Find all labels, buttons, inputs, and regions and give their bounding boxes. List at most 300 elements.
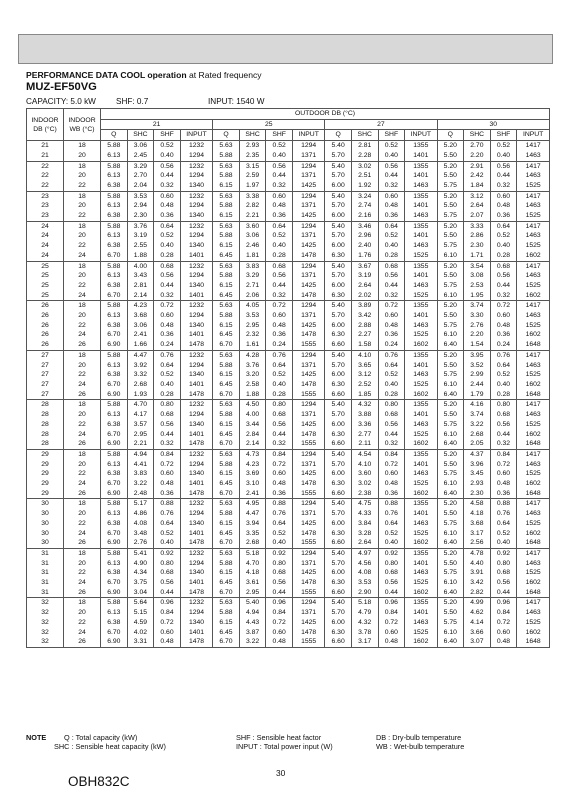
outdoor-temp-header: 21 bbox=[101, 119, 213, 130]
table-cell: 1294 bbox=[292, 400, 324, 410]
table-cell: 28 bbox=[27, 420, 64, 430]
table-cell: 28 bbox=[27, 430, 64, 440]
table-cell: 0.88 bbox=[154, 499, 181, 509]
table-cell: 1648 bbox=[517, 439, 550, 449]
table-cell: 5.88 bbox=[101, 400, 128, 410]
table-cell: 5.20 bbox=[437, 350, 464, 360]
table-cell: 1648 bbox=[517, 489, 550, 499]
table-row bbox=[27, 361, 550, 371]
table-cell: 24 bbox=[64, 291, 101, 301]
table-cell: 6.13 bbox=[101, 311, 128, 321]
table-row bbox=[27, 469, 550, 479]
table-cell: 0.96 bbox=[490, 598, 517, 608]
table-cell: 30 bbox=[27, 509, 64, 519]
table-cell: 4.23 bbox=[239, 460, 266, 470]
table-cell: 1294 bbox=[292, 548, 324, 558]
table-cell: 0.64 bbox=[266, 519, 293, 529]
note-shf: SHF : Sensible heat factor bbox=[236, 733, 322, 742]
section-title-main: PERFORMANCE DATA COOL operation bbox=[26, 70, 187, 80]
table-cell: 2.95 bbox=[239, 321, 266, 331]
table-cell: 24 bbox=[27, 251, 64, 261]
table-cell: 1478 bbox=[292, 529, 324, 539]
table-cell: 0.40 bbox=[266, 241, 293, 251]
table-cell: 22 bbox=[27, 171, 64, 181]
table-cell: 6.38 bbox=[101, 181, 128, 191]
table-cell: 0.36 bbox=[154, 211, 181, 221]
table-cell: 5.40 bbox=[325, 141, 352, 151]
table-cell: 6.15 bbox=[213, 241, 240, 251]
document-code: OBH832C bbox=[68, 774, 130, 789]
table-cell: 3.92 bbox=[127, 361, 154, 371]
table-cell: 5.88 bbox=[213, 201, 240, 211]
table-cell: 2.48 bbox=[127, 489, 154, 499]
table-row bbox=[27, 211, 550, 221]
table-cell: 6.10 bbox=[437, 330, 464, 340]
table-cell: 1401 bbox=[405, 608, 437, 618]
table-cell: 1.95 bbox=[464, 291, 491, 301]
table-cell: 2.20 bbox=[464, 151, 491, 161]
table-cell: 6.10 bbox=[437, 251, 464, 261]
table-cell: 4.79 bbox=[351, 608, 378, 618]
table-row bbox=[27, 281, 550, 291]
table-row bbox=[27, 370, 550, 380]
table-cell: 1294 bbox=[292, 191, 324, 201]
table-cell: 1602 bbox=[405, 538, 437, 548]
table-row bbox=[27, 330, 550, 340]
table-cell: 0.92 bbox=[378, 548, 405, 558]
table-cell: 3.06 bbox=[127, 141, 154, 151]
table-cell: 6.10 bbox=[437, 380, 464, 390]
table-cell: 4.00 bbox=[239, 410, 266, 420]
table-row bbox=[27, 439, 550, 449]
table-cell: 5.88 bbox=[101, 350, 128, 360]
table-cell: 6.38 bbox=[101, 211, 128, 221]
table-cell: 1340 bbox=[180, 469, 212, 479]
table-cell: 32 bbox=[27, 598, 64, 608]
section-title bbox=[26, 70, 262, 80]
table-cell: 6.00 bbox=[325, 211, 352, 221]
table-cell: 1463 bbox=[405, 469, 437, 479]
table-cell: 5.70 bbox=[325, 608, 352, 618]
col-header-shc: SHC bbox=[239, 130, 266, 141]
table-cell: 4.54 bbox=[351, 449, 378, 459]
table-cell: 2.90 bbox=[351, 588, 378, 598]
table-row bbox=[27, 181, 550, 191]
table-cell: 6.00 bbox=[325, 281, 352, 291]
table-cell: 5.75 bbox=[437, 321, 464, 331]
table-cell: 22 bbox=[64, 370, 101, 380]
table-cell: 1602 bbox=[405, 588, 437, 598]
note-wb: WB : Wet-bulb temperature bbox=[376, 742, 465, 751]
table-cell: 1340 bbox=[180, 420, 212, 430]
table-cell: 1525 bbox=[517, 420, 550, 430]
table-cell: 2.35 bbox=[239, 151, 266, 161]
col-header-input: INPUT bbox=[517, 130, 550, 141]
table-row bbox=[27, 291, 550, 301]
table-cell: 5.40 bbox=[325, 191, 352, 201]
table-cell: 3.95 bbox=[464, 350, 491, 360]
table-cell: 5.40 bbox=[325, 400, 352, 410]
table-cell: 0.44 bbox=[490, 281, 517, 291]
table-cell: 1232 bbox=[180, 598, 212, 608]
table-cell: 0.64 bbox=[490, 361, 517, 371]
table-cell: 21 bbox=[27, 141, 64, 151]
table-cell: 0.36 bbox=[490, 211, 517, 221]
table-cell: 1232 bbox=[180, 301, 212, 311]
table-cell: 5.40 bbox=[325, 261, 352, 271]
table-cell: 3.22 bbox=[464, 420, 491, 430]
table-cell: 5.70 bbox=[325, 410, 352, 420]
table-cell: 1371 bbox=[292, 608, 324, 618]
table-cell: 2.16 bbox=[351, 211, 378, 221]
table-cell: 1478 bbox=[292, 251, 324, 261]
table-cell: 30 bbox=[27, 519, 64, 529]
table-cell: 2.70 bbox=[127, 171, 154, 181]
table-cell: 0.76 bbox=[378, 350, 405, 360]
table-row bbox=[27, 420, 550, 430]
table-cell: 1401 bbox=[405, 231, 437, 241]
table-cell: 22 bbox=[64, 241, 101, 251]
table-cell: 3.32 bbox=[127, 370, 154, 380]
table-cell: 1602 bbox=[517, 291, 550, 301]
table-cell: 1525 bbox=[517, 469, 550, 479]
col-header-shf: SHF bbox=[490, 130, 517, 141]
table-cell: 1232 bbox=[180, 221, 212, 231]
table-cell: 2.71 bbox=[239, 281, 266, 291]
table-cell: 0.40 bbox=[266, 380, 293, 390]
table-cell: 6.00 bbox=[325, 241, 352, 251]
table-cell: 0.44 bbox=[490, 588, 517, 598]
table-row bbox=[27, 479, 550, 489]
input-spec: INPUT: 1540 W bbox=[208, 97, 265, 106]
section-title-suffix: at Rated frequency bbox=[186, 70, 262, 80]
table-cell: 0.64 bbox=[378, 519, 405, 529]
table-cell: 1340 bbox=[180, 211, 212, 221]
table-cell: 6.90 bbox=[101, 588, 128, 598]
table-cell: 6.60 bbox=[325, 340, 352, 350]
table-cell: 0.40 bbox=[154, 538, 181, 548]
table-cell: 0.56 bbox=[378, 578, 405, 588]
table-cell: 2.28 bbox=[351, 151, 378, 161]
table-cell: 0.28 bbox=[490, 390, 517, 400]
table-cell: 1401 bbox=[405, 271, 437, 281]
table-cell: 0.96 bbox=[378, 598, 405, 608]
table-cell: 6.60 bbox=[325, 390, 352, 400]
table-cell: 0.48 bbox=[378, 479, 405, 489]
table-row bbox=[27, 568, 550, 578]
table-cell: 3.22 bbox=[127, 479, 154, 489]
table-row bbox=[27, 449, 550, 459]
table-cell: 1417 bbox=[517, 141, 550, 151]
table-cell: 18 bbox=[64, 499, 101, 509]
table-cell: 5.63 bbox=[213, 598, 240, 608]
table-cell: 5.63 bbox=[213, 191, 240, 201]
table-cell: 0.36 bbox=[378, 330, 405, 340]
table-cell: 1555 bbox=[292, 489, 324, 499]
table-cell: 1355 bbox=[405, 499, 437, 509]
table-cell: 6.00 bbox=[325, 519, 352, 529]
table-cell: 4.70 bbox=[127, 400, 154, 410]
table-cell: 1401 bbox=[180, 330, 212, 340]
table-cell: 6.15 bbox=[213, 568, 240, 578]
table-cell: 5.40 bbox=[239, 598, 266, 608]
table-cell: 1355 bbox=[405, 141, 437, 151]
table-cell: 6.70 bbox=[101, 578, 128, 588]
table-cell: 1525 bbox=[405, 291, 437, 301]
table-cell: 5.70 bbox=[325, 460, 352, 470]
table-cell: 32 bbox=[27, 628, 64, 638]
table-cell: 22 bbox=[64, 519, 101, 529]
table-cell: 2.76 bbox=[464, 321, 491, 331]
col-header-shc: SHC bbox=[127, 130, 154, 141]
table-cell: 3.46 bbox=[351, 221, 378, 231]
table-cell: 4.56 bbox=[351, 559, 378, 569]
table-cell: 6.10 bbox=[437, 529, 464, 539]
table-cell: 22 bbox=[64, 181, 101, 191]
table-cell: 1602 bbox=[405, 390, 437, 400]
table-cell: 1602 bbox=[517, 479, 550, 489]
table-cell: 0.32 bbox=[378, 291, 405, 301]
table-cell: 1.93 bbox=[127, 390, 154, 400]
table-cell: 6.00 bbox=[325, 181, 352, 191]
table-cell: 1401 bbox=[405, 361, 437, 371]
table-cell: 1232 bbox=[180, 449, 212, 459]
table-cell: 5.40 bbox=[325, 449, 352, 459]
table-cell: 29 bbox=[27, 469, 64, 479]
table-cell: 0.76 bbox=[378, 509, 405, 519]
table-cell: 2.55 bbox=[127, 241, 154, 251]
table-cell: 2.59 bbox=[239, 171, 266, 181]
table-cell: 0.28 bbox=[266, 390, 293, 400]
table-cell: 3.20 bbox=[239, 370, 266, 380]
table-cell: 1294 bbox=[292, 449, 324, 459]
table-cell: 2.95 bbox=[127, 430, 154, 440]
table-cell: 6.70 bbox=[101, 628, 128, 638]
table-cell: 3.74 bbox=[464, 410, 491, 420]
table-cell: 6.15 bbox=[213, 618, 240, 628]
table-cell: 0.68 bbox=[490, 568, 517, 578]
table-cell: 1.85 bbox=[351, 390, 378, 400]
table-cell: 0.44 bbox=[378, 430, 405, 440]
table-row bbox=[27, 637, 550, 647]
table-cell: 0.60 bbox=[378, 311, 405, 321]
table-cell: 0.44 bbox=[266, 171, 293, 181]
table-cell: 22 bbox=[64, 281, 101, 291]
table-cell: 6.30 bbox=[325, 380, 352, 390]
table-row bbox=[27, 608, 550, 618]
table-cell: 3.02 bbox=[351, 161, 378, 171]
table-cell: 3.54 bbox=[464, 261, 491, 271]
table-cell: 3.24 bbox=[351, 191, 378, 201]
table-cell: 24 bbox=[27, 231, 64, 241]
table-cell: 0.52 bbox=[490, 370, 517, 380]
table-cell: 0.56 bbox=[154, 271, 181, 281]
table-cell: 1371 bbox=[292, 201, 324, 211]
table-cell: 0.72 bbox=[378, 618, 405, 628]
table-cell: 1525 bbox=[517, 568, 550, 578]
table-cell: 1463 bbox=[517, 311, 550, 321]
table-cell: 6.13 bbox=[101, 559, 128, 569]
table-row bbox=[27, 548, 550, 558]
table-cell: 1294 bbox=[292, 221, 324, 231]
table-cell: 5.20 bbox=[437, 449, 464, 459]
table-cell: 1.97 bbox=[239, 181, 266, 191]
table-cell: 4.18 bbox=[464, 509, 491, 519]
table-cell: 1425 bbox=[292, 469, 324, 479]
col-header-shf: SHF bbox=[266, 130, 293, 141]
table-cell: 1478 bbox=[292, 291, 324, 301]
table-cell: 3.19 bbox=[127, 231, 154, 241]
table-cell: 1401 bbox=[405, 171, 437, 181]
table-cell: 3.48 bbox=[127, 529, 154, 539]
table-cell: 5.20 bbox=[437, 161, 464, 171]
table-cell: 0.80 bbox=[490, 400, 517, 410]
table-cell: 5.63 bbox=[213, 261, 240, 271]
table-cell: 3.19 bbox=[351, 271, 378, 281]
table-cell: 5.40 bbox=[325, 548, 352, 558]
table-cell: 1478 bbox=[292, 578, 324, 588]
table-cell: 0.84 bbox=[490, 449, 517, 459]
table-cell: 5.63 bbox=[213, 141, 240, 151]
col-header-q: Q bbox=[101, 130, 128, 141]
table-cell: 0.24 bbox=[266, 340, 293, 350]
table-cell: 5.75 bbox=[437, 519, 464, 529]
table-cell: 4.10 bbox=[351, 350, 378, 360]
table-cell: 6.38 bbox=[101, 618, 128, 628]
table-cell: 0.76 bbox=[490, 350, 517, 360]
table-cell: 0.68 bbox=[378, 568, 405, 578]
table-cell: 6.15 bbox=[213, 420, 240, 430]
table-cell: 1294 bbox=[180, 271, 212, 281]
table-cell: 1602 bbox=[517, 430, 550, 440]
table-cell: 0.28 bbox=[490, 251, 517, 261]
table-row bbox=[27, 261, 550, 271]
table-cell: 5.20 bbox=[437, 499, 464, 509]
table-cell: 6.70 bbox=[101, 251, 128, 261]
table-cell: 2.07 bbox=[464, 211, 491, 221]
table-cell: 3.15 bbox=[239, 161, 266, 171]
table-cell: 3.10 bbox=[239, 479, 266, 489]
table-row bbox=[27, 350, 550, 360]
table-cell: 1294 bbox=[292, 350, 324, 360]
table-cell: 20 bbox=[64, 171, 101, 181]
table-cell: 3.44 bbox=[239, 420, 266, 430]
table-cell: 5.75 bbox=[437, 618, 464, 628]
table-cell: 23 bbox=[27, 201, 64, 211]
table-cell: 1294 bbox=[180, 171, 212, 181]
table-cell: 0.48 bbox=[490, 321, 517, 331]
table-cell: 26 bbox=[64, 390, 101, 400]
table-cell: 2.30 bbox=[464, 241, 491, 251]
table-cell: 1.88 bbox=[127, 251, 154, 261]
table-cell: 0.60 bbox=[490, 191, 517, 201]
table-cell: 3.45 bbox=[464, 469, 491, 479]
table-cell: 1463 bbox=[405, 211, 437, 221]
table-cell: 0.52 bbox=[378, 529, 405, 539]
table-row bbox=[27, 598, 550, 608]
table-cell: 0.40 bbox=[490, 380, 517, 390]
table-cell: 0.36 bbox=[266, 489, 293, 499]
shf-spec: SHF: 0.7 bbox=[116, 97, 149, 106]
table-cell: 1294 bbox=[292, 261, 324, 271]
table-cell: 22 bbox=[64, 420, 101, 430]
table-cell: 6.90 bbox=[101, 439, 128, 449]
table-cell: 5.50 bbox=[437, 509, 464, 519]
table-cell: 20 bbox=[64, 151, 101, 161]
table-cell: 0.44 bbox=[266, 281, 293, 291]
table-cell: 1555 bbox=[292, 390, 324, 400]
table-cell: 6.10 bbox=[437, 430, 464, 440]
table-cell: 0.52 bbox=[154, 370, 181, 380]
table-cell: 0.76 bbox=[266, 509, 293, 519]
table-cell: 24 bbox=[64, 430, 101, 440]
table-cell: 3.94 bbox=[239, 519, 266, 529]
table-row bbox=[27, 251, 550, 261]
table-cell: 4.00 bbox=[127, 261, 154, 271]
table-row bbox=[27, 578, 550, 588]
table-cell: 20 bbox=[64, 410, 101, 420]
table-cell: 5.50 bbox=[437, 361, 464, 371]
table-cell: 5.20 bbox=[437, 400, 464, 410]
table-cell: 3.29 bbox=[127, 161, 154, 171]
table-cell: 5.18 bbox=[351, 598, 378, 608]
table-cell: 0.56 bbox=[378, 161, 405, 171]
table-cell: 1648 bbox=[517, 340, 550, 350]
table-cell: 5.88 bbox=[213, 271, 240, 281]
table-cell: 3.78 bbox=[351, 628, 378, 638]
table-cell: 4.59 bbox=[127, 618, 154, 628]
table-cell: 0.60 bbox=[266, 469, 293, 479]
table-cell: 4.17 bbox=[127, 410, 154, 420]
table-cell: 0.36 bbox=[266, 211, 293, 221]
table-cell: 0.52 bbox=[490, 529, 517, 539]
table-cell: 0.44 bbox=[490, 430, 517, 440]
table-cell: 0.60 bbox=[490, 311, 517, 321]
table-cell: 1340 bbox=[180, 618, 212, 628]
table-cell: 18 bbox=[64, 191, 101, 201]
table-cell: 22 bbox=[64, 321, 101, 331]
table-cell: 6.70 bbox=[213, 439, 240, 449]
table-cell: 2.05 bbox=[464, 439, 491, 449]
table-cell: 6.90 bbox=[101, 489, 128, 499]
table-cell: 5.75 bbox=[437, 568, 464, 578]
table-cell: 0.76 bbox=[266, 350, 293, 360]
table-cell: 1463 bbox=[405, 370, 437, 380]
table-cell: 26 bbox=[64, 588, 101, 598]
table-cell: 0.80 bbox=[154, 400, 181, 410]
table-cell: 20 bbox=[64, 361, 101, 371]
table-row bbox=[27, 380, 550, 390]
table-cell: 4.97 bbox=[351, 548, 378, 558]
table-cell: 5.20 bbox=[437, 141, 464, 151]
table-cell: 1478 bbox=[180, 390, 212, 400]
table-cell: 1425 bbox=[292, 241, 324, 251]
table-cell: 1294 bbox=[292, 141, 324, 151]
table-cell: 3.06 bbox=[127, 321, 154, 331]
table-cell: 0.44 bbox=[154, 281, 181, 291]
table-cell: 6.10 bbox=[437, 578, 464, 588]
table-cell: 0.56 bbox=[266, 578, 293, 588]
table-cell: 0.52 bbox=[266, 231, 293, 241]
table-cell: 5.75 bbox=[437, 420, 464, 430]
table-cell: 5.88 bbox=[101, 499, 128, 509]
table-cell: 1555 bbox=[292, 538, 324, 548]
table-cell: 4.40 bbox=[464, 559, 491, 569]
table-cell: 6.30 bbox=[325, 291, 352, 301]
table-row bbox=[27, 390, 550, 400]
table-cell: 4.86 bbox=[127, 509, 154, 519]
table-cell: 1525 bbox=[517, 181, 550, 191]
